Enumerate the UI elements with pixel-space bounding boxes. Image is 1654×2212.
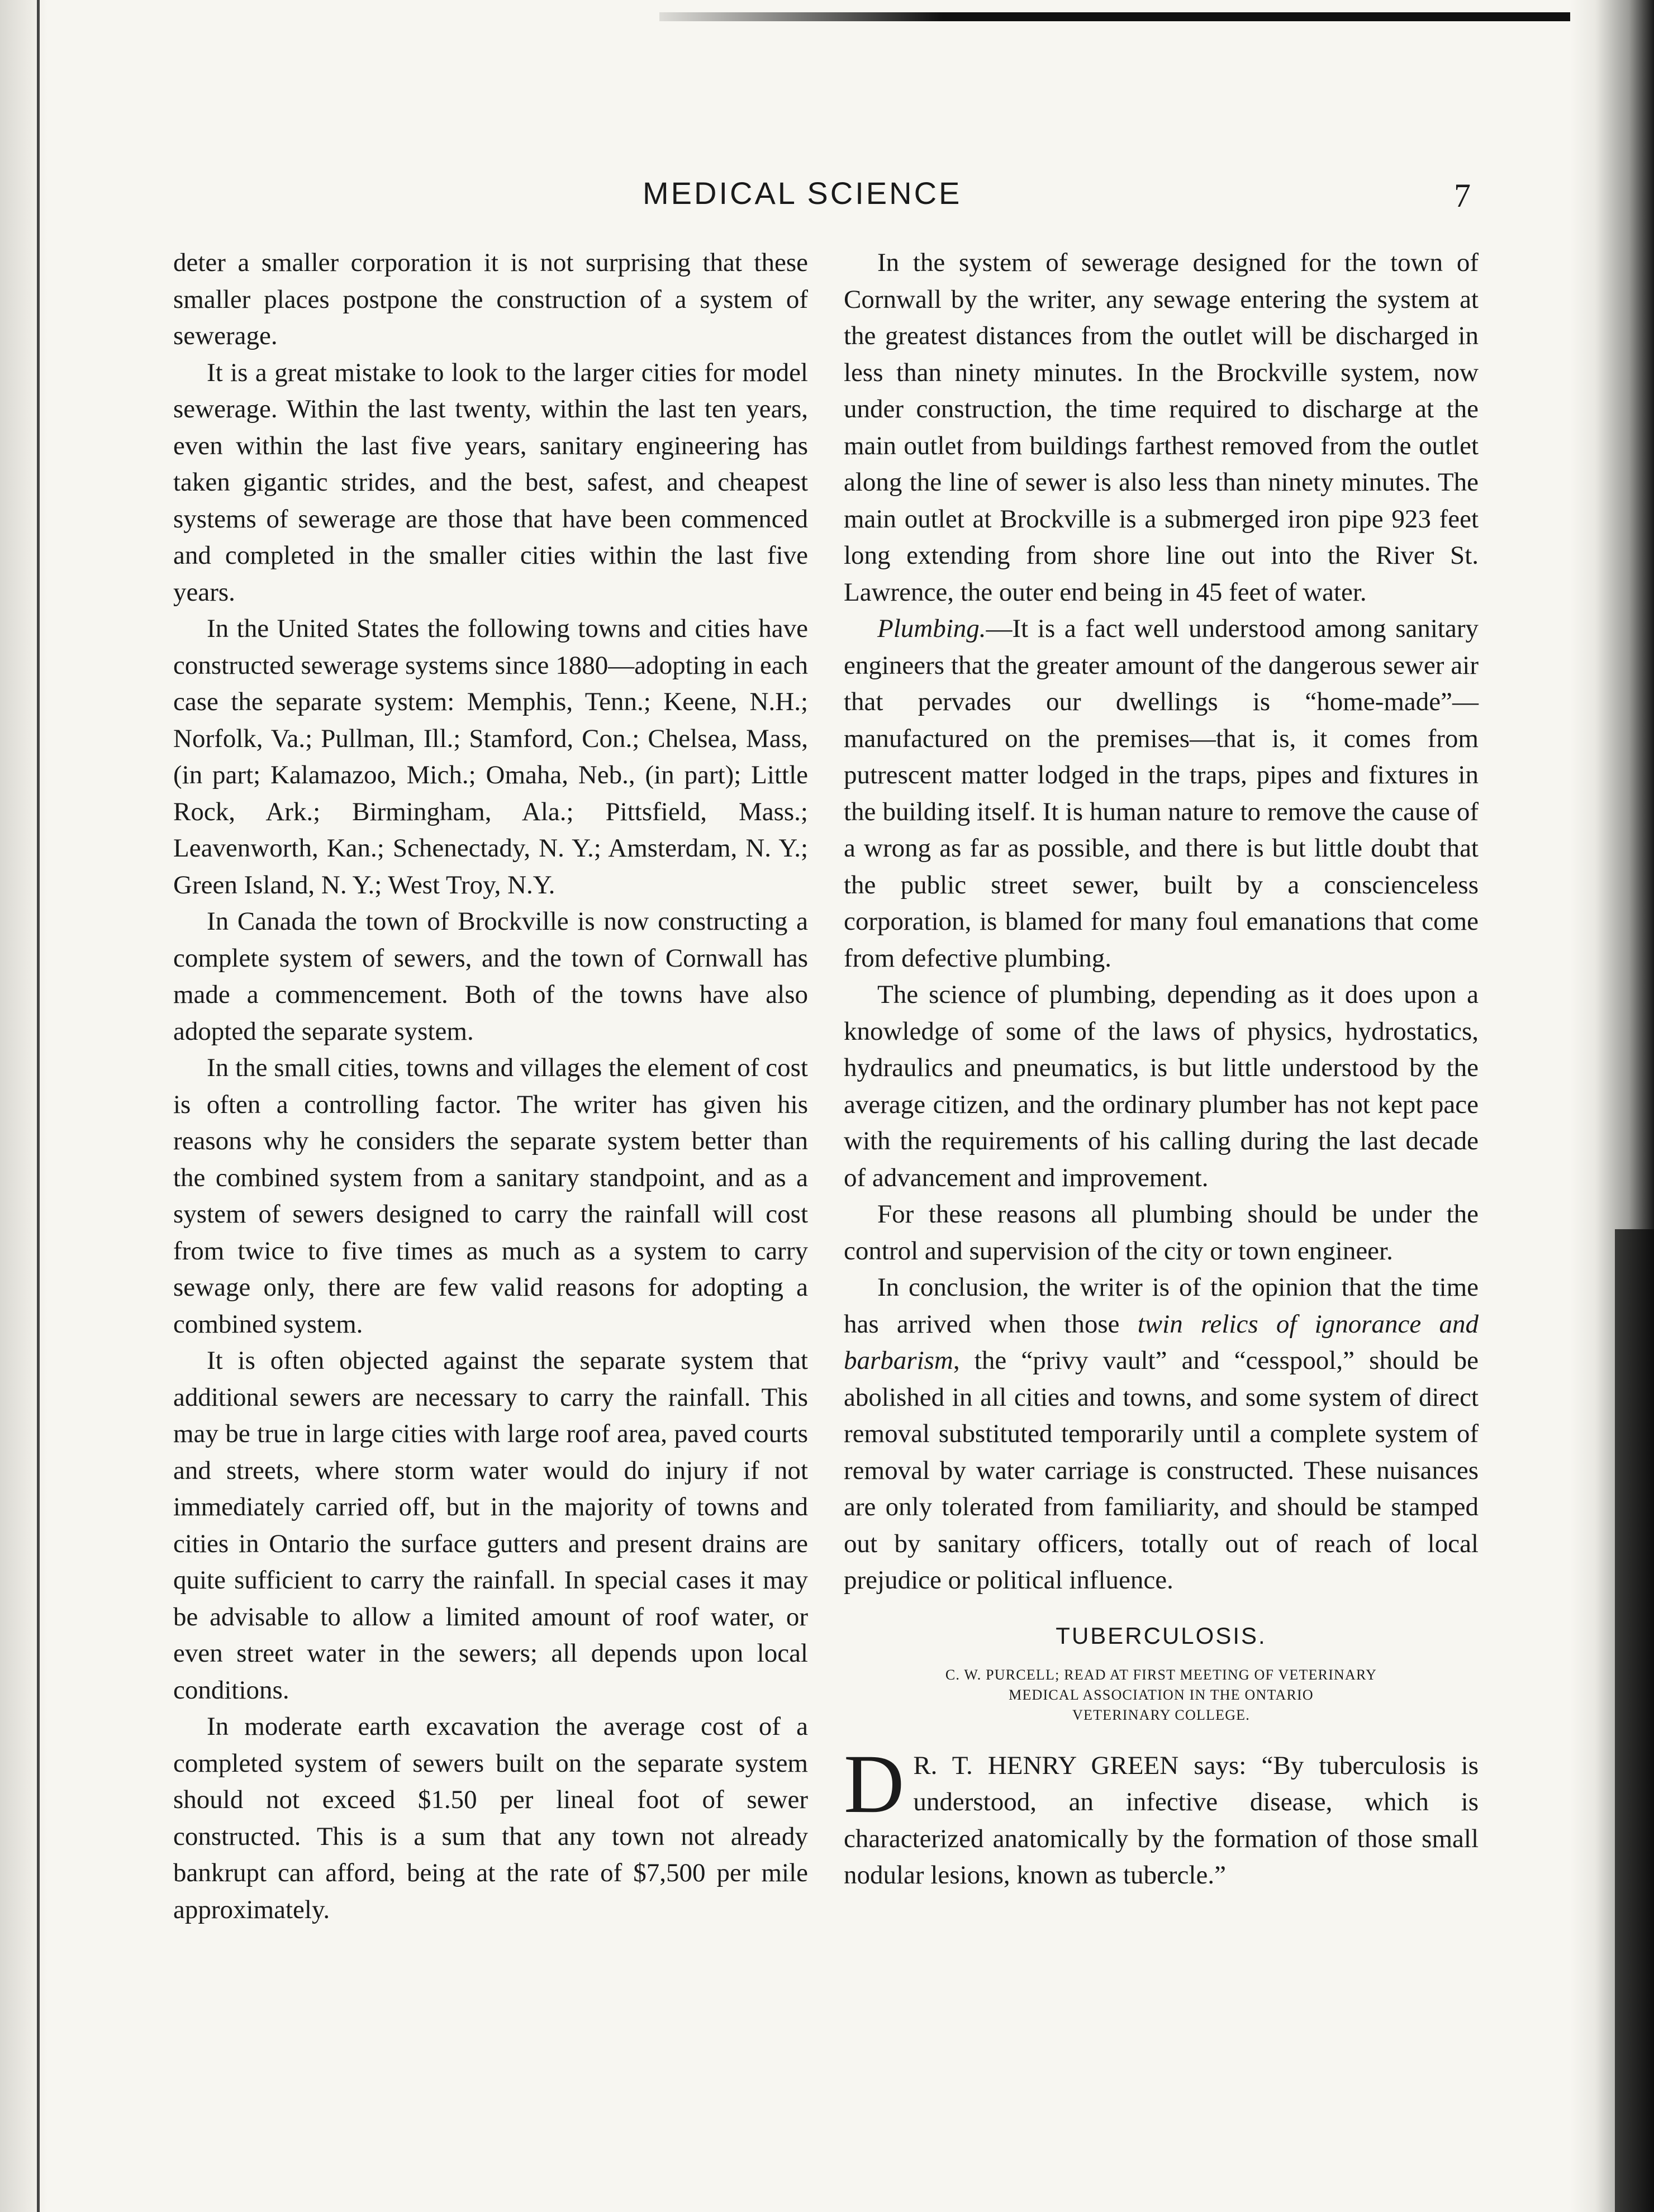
paragraph: In the system of sewerage designed for the town of Cornwall by the writer, any sewage entering the system at the greatest distances from the outlet will be discharged in less than ninety minutes. In the Brockville system, now under construction, the time required to discharge at the main outlet from buildings farthest removed from the outlet along the line of sewer is also less than ninety minutes. The main outlet at Brockville is a submerged iron pipe 923 feet long extending from shore line out into the River St. Lawrence, the outer end being in 45 feet of water. — [844, 248, 1479, 607]
byline-line: MEDICAL ASSOCIATION IN THE ONTARIO — [1009, 1686, 1314, 1703]
italic-phrase: twin relics of ignorance and barbarism — [844, 1309, 1479, 1375]
page-left-margin-shadow — [0, 0, 47, 2212]
paragraph: The science of plumbing, depending as it does upon a knowledge of some of the laws of physics, hydrostatics, hydraulics and pneumatics, is but little understood by the average citizen, and the ordinary plumber has not kept pace with the requirements of his calling during the last decade of advancement and improvement. — [844, 980, 1479, 1192]
paragraph-text: R. T. HENRY GREEN says: “By tuberculosis is understood, an infective disease, which is characterized anatomically by the formation of those small nodular lesions, known as tubercle.” — [844, 1750, 1479, 1890]
paragraph: It is often objected against the separate system that additional sewers are necessary to carry the rainfall. This may be true in large cities with large roof area, paved courts and streets, where storm water would do injury if not immediately carried off, but in the majority of towns and cities in Ontario the surface gutters and present drains are quite sufficient to carry the rainfall. In special cases it may be advisable to allow a limited amount of roof water, or even street water in the sewers; all depends upon local conditions. — [173, 1346, 808, 1705]
binding-line — [37, 0, 40, 2212]
byline-line: C. W. PURCELL; READ AT FIRST MEETING OF VETERINARY — [945, 1666, 1377, 1683]
running-title: MEDICAL SCIENCE — [643, 175, 962, 211]
top-edge-rule — [659, 12, 1604, 21]
plumbing-heading: Plumbing. — [877, 614, 986, 643]
paragraph-text: —It is a fact well understood among sanitary engineers that the greater amount of the dangerous sewer air that pervades our dwellings is “home-made”—manufactured on the premises—that is, it comes from putrescent matter lodged in the traps, pipes and fixtures in the building itself. It is human nature to remove the cause of a wrong as far as possible, and there is but little doubt that the public street sewer, built by a conscienceless corporation, is blamed for many foul emanations that come from defective plumbing. — [844, 614, 1479, 973]
left-column — [173, 245, 808, 1928]
paragraph: In moderate earth excavation the average cost of a completed system of sewers built on the separate system should not exceed $1.50 per lineal foot of sewer constructed. This is a sum that any town not already bankrupt can afford, being at the rate of $7,500 per mile approximately. — [173, 1712, 808, 1924]
paragraph: In the small cities, towns and villages the element of cost is often a controlling factor. The writer has given his reasons why he considers the separate system better than the combined system from a sanitary standpoint, and as a system of sewers designed to carry the rainfall will cost from twice to five times as much as a system to carry sewage only, there are few valid reasons for adopting a combined system. — [173, 1053, 808, 1339]
page-number: 7 — [1454, 177, 1471, 214]
paragraph: deter a smaller corporation it is not surprising that these smaller places postpone the construction of a system of sewerage. — [173, 248, 808, 350]
byline-line: VETERINARY COLLEGE. — [1072, 1706, 1250, 1723]
byline — [844, 1665, 1479, 1725]
drop-cap: D — [844, 1737, 905, 1830]
right-column — [844, 245, 1479, 1894]
paragraph-conclusion — [844, 1269, 1479, 1599]
paragraph: In Canada the town of Brockville is now constructing a complete system of sewers, and the town of Cornwall has made a commencement. Both of the towns have also adopted the separate system. — [173, 907, 808, 1046]
paragraph-text: , the “privy vault” and “cesspool,” should be abolished in all cities and towns, and some system of direct removal substituted temporarily until a complete system of removal by water carriage is constructed. These nuisances are only tolerated from familiarity, and should be stamped out by sanitary officers, totally out of reach of local prejudice or political influence. — [844, 1346, 1479, 1595]
paragraph: In the United States the following towns and cities have constructed sewerage systems since 1880—adopting in each case the separate system: Memphis, Tenn.; Keene, N.H.; Norfolk, Va.; Pullman, Ill.; Stamford, Con.; Chelsea, Mass, (in part; Kalamazoo, Mich.; Omaha, Neb., (in part); Little Rock, Ark.; Birmingham, Ala.; Pittsfield, Mass.; Leavenworth, Kan.; Schenectady, N. Y.; Amsterdam, N. Y.; Green Island, N. Y.; West Troy, N.Y. — [173, 614, 808, 900]
section-title: TUBERCULOSIS. — [1056, 1622, 1267, 1649]
paragraph-plumbing — [844, 611, 1479, 977]
paragraph-text: In conclusion, the writer is of the opinion that the time has arrived when those — [844, 1273, 1479, 1339]
paragraph: It is a great mistake to look to the larger cities for model sewerage. Within the last twenty, within the last ten years, even within the last five years, sanitary engineering has taken gigantic strides, and the best, safest, and cheapest systems of sewerage are those that have been commenced and completed in the smaller cities within the last five years. — [173, 358, 808, 607]
paragraph: For these reasons all plumbing should be under the control and supervision of the city or town engineer. — [844, 1200, 1479, 1266]
lead-paragraph — [844, 1737, 1479, 1894]
page-right-dark-edge — [1615, 1229, 1654, 2212]
